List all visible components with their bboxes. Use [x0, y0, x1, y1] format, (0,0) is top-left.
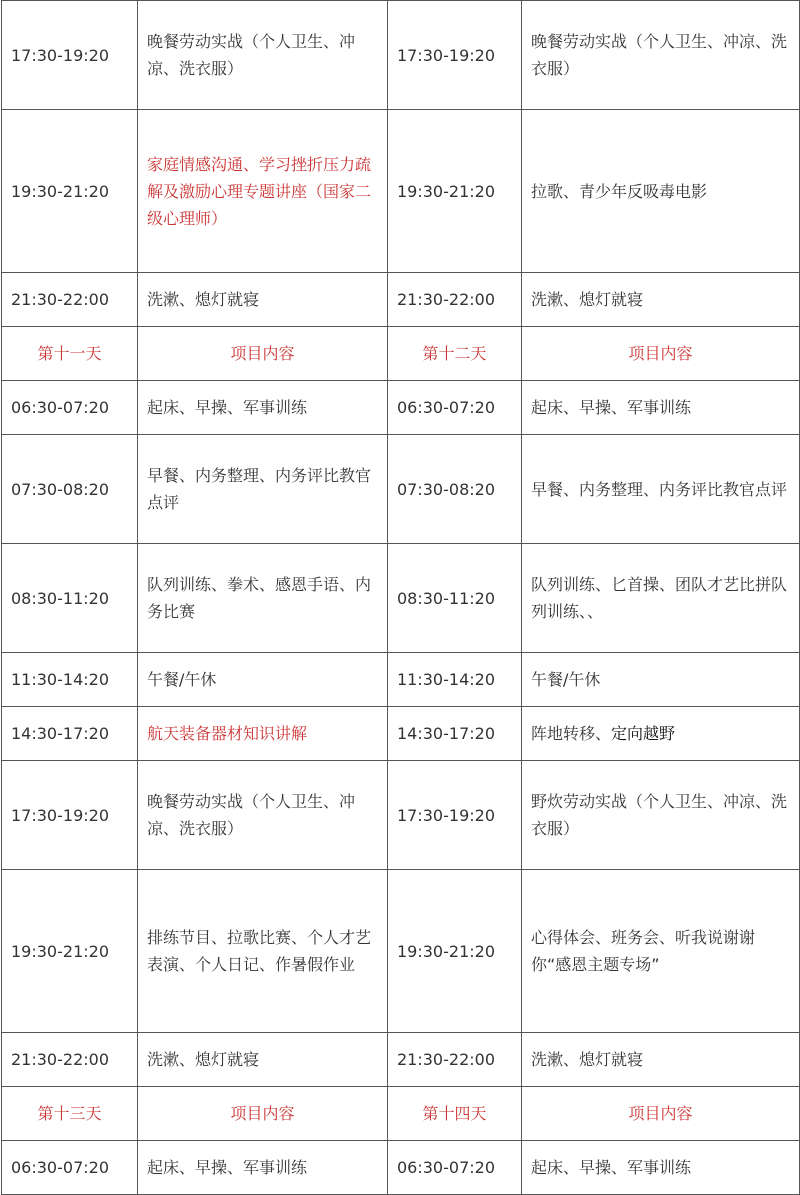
- activity-left: [138, 1033, 388, 1087]
- activity-right: [522, 273, 800, 327]
- schedule-row: [2, 435, 800, 544]
- activity-right: [522, 1141, 800, 1195]
- schedule-row: [2, 544, 800, 653]
- activity-left: [138, 653, 388, 707]
- activity-text: 心得体会、班务会、听我说谢谢你“感恩主题专场”: [531, 928, 756, 974]
- time-slot-right: 14:30-17:20: [388, 707, 522, 761]
- activity-left: [138, 761, 388, 870]
- activity-right: [522, 435, 800, 544]
- activity-left: [138, 1141, 388, 1195]
- activity-text: 队列训练、拳术、感恩手语、内务比赛: [147, 575, 372, 621]
- activity-text: 洗漱、熄灯就寝: [531, 1050, 644, 1069]
- content-header-left: 项目内容: [138, 327, 388, 381]
- activity-text: 起床、早操、军事训练: [147, 1158, 308, 1177]
- activity-right: [522, 870, 800, 1033]
- time-slot-right: 19:30-21:20: [388, 110, 522, 273]
- activity-text: 晚餐劳动实战（个人卫生、冲凉、洗衣服）: [147, 32, 356, 78]
- schedule-row: [2, 1141, 800, 1195]
- activity-text: 洗漱、熄灯就寝: [147, 290, 260, 309]
- time-slot-right: 21:30-22:00: [388, 273, 522, 327]
- time-slot-left: 08:30-11:20: [2, 544, 138, 653]
- activity-text: 家庭情感沟通、学习挫折压力疏解及激励心理专题讲座（国家二级心理师）: [147, 154, 372, 228]
- activity-right: [522, 761, 800, 870]
- activity-text: 晚餐劳动实战（个人卫生、冲凉、洗衣服）: [531, 32, 788, 78]
- activity-text: 起床、早操、军事训练: [531, 1158, 692, 1177]
- activity-left: [138, 544, 388, 653]
- activity-text: 午餐/午休: [531, 670, 601, 689]
- activity-left: [138, 870, 388, 1033]
- activity-text: 起床、早操、军事训练: [531, 398, 692, 417]
- activity-right: [522, 544, 800, 653]
- activity-text: 午餐/午休: [147, 670, 217, 689]
- day-header-row: [2, 1087, 800, 1141]
- time-slot-right: 19:30-21:20: [388, 870, 522, 1033]
- schedule-row: [2, 653, 800, 707]
- time-slot-right: 06:30-07:20: [388, 381, 522, 435]
- activity-right: [522, 381, 800, 435]
- time-slot-left: 19:30-21:20: [2, 870, 138, 1033]
- time-slot-right: 11:30-14:20: [388, 653, 522, 707]
- schedule-row: [2, 1, 800, 110]
- time-slot-left: 17:30-19:20: [2, 1, 138, 110]
- time-slot-left: 11:30-14:20: [2, 653, 138, 707]
- time-slot-right: 17:30-19:20: [388, 761, 522, 870]
- activity-text: 洗漱、熄灯就寝: [147, 1050, 260, 1069]
- day-label-left: 第十一天: [2, 327, 138, 381]
- time-slot-left: 14:30-17:20: [2, 707, 138, 761]
- time-slot-left: 21:30-22:00: [2, 1033, 138, 1087]
- day-label-right: 第十四天: [388, 1087, 522, 1141]
- schedule-row: [2, 1033, 800, 1087]
- activity-right: [522, 653, 800, 707]
- activity-text: 定向越野: [611, 724, 676, 743]
- activity-left: [138, 707, 388, 761]
- activity-left: [138, 381, 388, 435]
- activity-text: 早餐、内务整理、内务评比教官点评: [147, 466, 372, 512]
- content-header-left: 项目内容: [138, 1087, 388, 1141]
- time-slot-right: 06:30-07:20: [388, 1141, 522, 1195]
- time-slot-right: 21:30-22:00: [388, 1033, 522, 1087]
- activity-left: [138, 435, 388, 544]
- activity-text: 晚餐劳动实战（个人卫生、冲凉、洗衣服）: [147, 792, 356, 838]
- time-slot-left: 06:30-07:20: [2, 381, 138, 435]
- activity-left: [138, 110, 388, 273]
- activity-right: [522, 707, 800, 761]
- time-slot-right: 07:30-08:20: [388, 435, 522, 544]
- content-header-right: 项目内容: [522, 1087, 800, 1141]
- schedule-row: [2, 707, 800, 761]
- activity-text: 排练节目、拉歌比赛、个人才艺表演、个人日记、作暑假作业: [147, 928, 372, 974]
- schedule-row: [2, 761, 800, 870]
- activity-text: 野炊劳动实战（个人卫生、冲凉、洗衣服）: [531, 792, 788, 838]
- activity-text: 起床、早操、军事训练: [147, 398, 308, 417]
- schedule-row: [2, 110, 800, 273]
- activity-left: [138, 273, 388, 327]
- time-slot-left: 19:30-21:20: [2, 110, 138, 273]
- day-label-left: 第十三天: [2, 1087, 138, 1141]
- schedule-body: [2, 1, 800, 1195]
- activity-text: 队列训练、匕首操、团队才艺比拼队列训练、、: [531, 575, 788, 621]
- activity-right: [522, 1, 800, 110]
- time-slot-left: 06:30-07:20: [2, 1141, 138, 1195]
- activity-text: 阵地转移、: [531, 724, 612, 743]
- schedule-table: [1, 0, 800, 1195]
- time-slot-left: 21:30-22:00: [2, 273, 138, 327]
- schedule-row: [2, 381, 800, 435]
- schedule-row: [2, 273, 800, 327]
- time-slot-right: 17:30-19:20: [388, 1, 522, 110]
- activity-text: 早餐、内务整理、内务评比教官点评: [531, 479, 788, 499]
- content-header-right: 项目内容: [522, 327, 800, 381]
- activity-right: [522, 110, 800, 273]
- activity-right: [522, 1033, 800, 1087]
- activity-text: 洗漱、熄灯就寝: [531, 290, 644, 309]
- schedule-row: [2, 870, 800, 1033]
- time-slot-right: 08:30-11:20: [388, 544, 522, 653]
- time-slot-left: 07:30-08:20: [2, 435, 138, 544]
- activity-text: 航天装备器材知识讲解: [147, 724, 308, 743]
- day-label-right: 第十二天: [388, 327, 522, 381]
- time-slot-left: 17:30-19:20: [2, 761, 138, 870]
- day-header-row: [2, 327, 800, 381]
- activity-left: [138, 1, 388, 110]
- activity-text: 拉歌、青少年反吸毒电影: [531, 181, 708, 201]
